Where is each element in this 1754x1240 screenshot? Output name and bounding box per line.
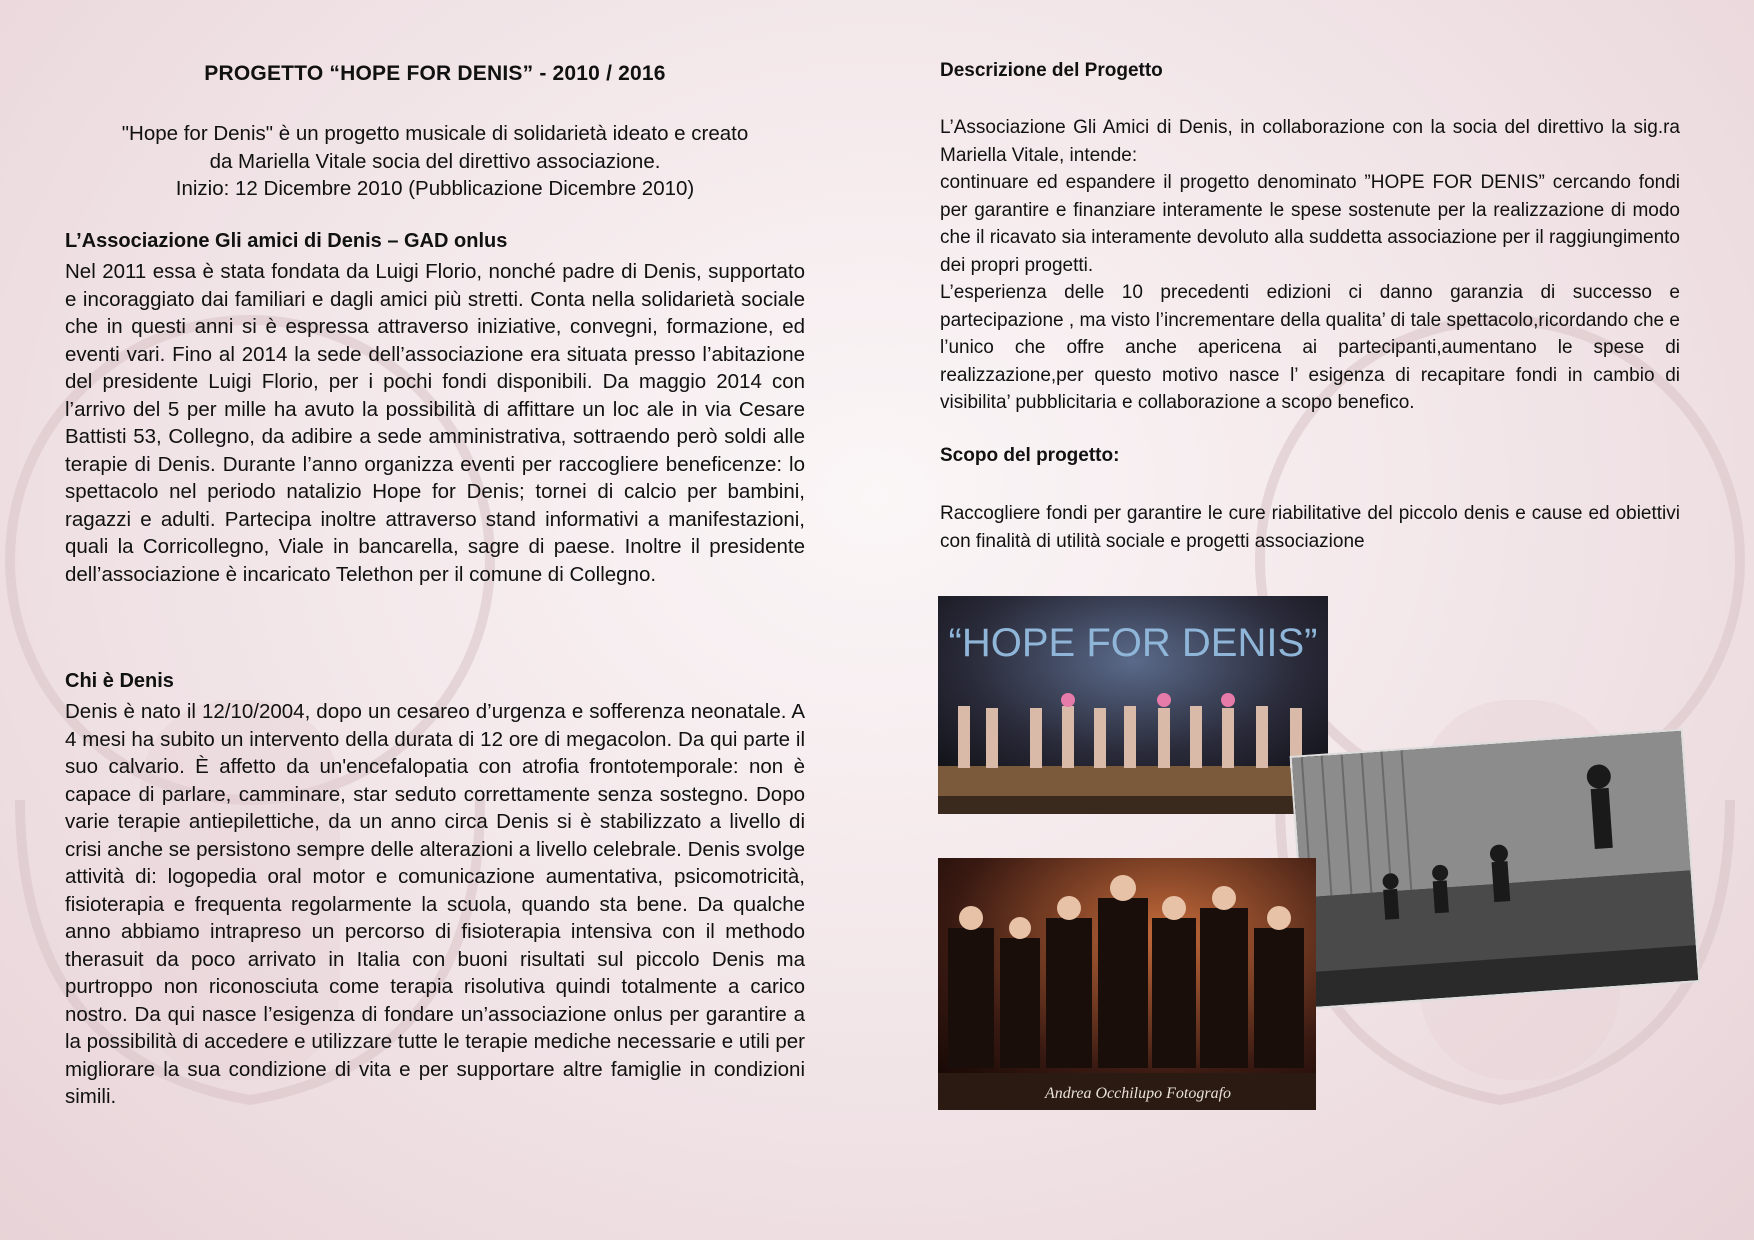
- dancers-photo: [1290, 729, 1701, 1010]
- intro-line: da Mariella Vitale socia del direttivo associazione.: [209, 149, 661, 173]
- description-paragraph-3: L’esperienza delle 10 precedenti edizioni ci danno garanzia di successo e partecipazione , ma visto l’incrementare della qualita’ di tale spettacolo,ricordando che e l’unico che offre anche apericena ai partecipanti,aumentano le spese di realizzazione,per questo motivo nasce l’ esigenza di recapitare fondi in cambio di visibilita’ pubblicitaria e collaborazione a scopo benefico.: [940, 282, 1680, 413]
- page-title: PROGETTO “HOPE FOR DENIS” - 2010 / 2016: [204, 62, 666, 85]
- concert-stage-photo: [938, 596, 1328, 814]
- association-paragraph: Nel 2011 essa è stata fondata da Luigi Florio, nonché padre di Denis, supportato e incoraggiato dai familiari e dagli amici più stretti. Conta nella solidarietà sociale che in questi anni si è espressa attraverso iniziative, convegni, formazione, ed eventi vari. Fino al 2014 la sede dell’associazione era situata presso l’abitazione del presidente Luigi Florio, per i pochi fondi disponibili. Da maggio 2014 con l’arrivo del 5 per mille ha avuto la possibilità di affittare un loc ale in via Cesare Battisti 53, Collegno, da adibire a sede amministrativa, sottraendo però soldi alle terapie di Denis. Durante l’anno organizza eventi per raccogliere beneficenze: lo spettacolo nel periodo natalizio Hope for Denis; tornei di calcio per bambini, ragazzi e adulti. Partecipa inoltre attraverso stand informativi a manifestazioni, quali la Corricollegno, Viale in bancarella, sagre di paese. Inoltre il presidente dell’associazione è incaricato Telethon per il comune di Collegno.: [65, 260, 805, 586]
- scope-heading: Scopo del progetto:: [940, 445, 1120, 466]
- description-paragraph-1: L’Associazione Gli Amici di Denis, in collaborazione con la socia del direttivo la sig.ra Mariella Vitale, intende:: [940, 117, 1680, 166]
- intro-line: "Hope for Denis" è un progetto musicale di solidarietà ideato e creato: [121, 122, 749, 145]
- association-heading: L’Associazione Gli amici di Denis – GAD onlus: [65, 230, 508, 252]
- photographer-credit: Andrea Occhilupo Fotografo: [1044, 1085, 1232, 1102]
- intro-block: [65, 120, 805, 203]
- scope-paragraph: Raccogliere fondi per garantire le cure riabilitative del piccolo denis e cause ed obiettivi con finalità di utilità sociale e progetti associazione: [940, 503, 1680, 552]
- singers-photo: [938, 858, 1316, 1110]
- stage-banner-text: “HOPE FOR DENIS”: [948, 621, 1318, 665]
- description-paragraph-2: continuare ed espandere il progetto denominato ”HOPE FOR DENIS” cercando fondi per garantire e finanziare interamente le spese sostenute per la realizzazione di modo che il ricavato sia interamente devoluto alla suddetta associazione per il raggiungimento dei propri progetti.: [940, 172, 1680, 276]
- denis-paragraph: Denis è nato il 12/10/2004, dopo un cesareo d’urgenza e sofferenza neonatale. A 4 mesi ha subito un intervento della durata di 12 ore di megacolon. Da qui parte il suo calvario. È affetto da un'encefalopatia con atrofia frontotemporale: non è capace di parlare, camminare, star seduto correttamente senza sostegno. Dopo varie terapie antiepilettiche, da un anno circa Denis si è stabilizzato a livello di crisi anche se persistono sempre delle alterazioni a livello celebrale. Denis svolge attività di: logopedia oral motor e comunicazione aumentativa, psicomotricità, fisioterapia e frequenta regolarmente la scuola, quando sta bene. Da qualche anno abbiamo intrapreso un percorso di fisioterapia intensiva con il methodo therasuit da poco arrivato in Italia con buoni risultati sul piccolo Denis ma purtroppo non riconosciuta come terapia risolutiva quindi totalmente a carico nostro. Da qui nasce l’esigenza di fondare un’associazione onlus per garantire a la possibilità di accedere e utilizzare tutte le terapie mediche necessarie e utili per migliorare la sua condizione di vita e per supportare altre famiglie in condizioni simili.: [65, 700, 805, 1108]
- denis-heading: Chi è Denis: [65, 670, 174, 692]
- intro-line: Inizio: 12 Dicembre 2010 (Pubblicazione Dicembre 2010): [175, 177, 695, 200]
- left-page: [65, 0, 805, 1240]
- description-heading: Descrizione del Progetto: [940, 60, 1163, 81]
